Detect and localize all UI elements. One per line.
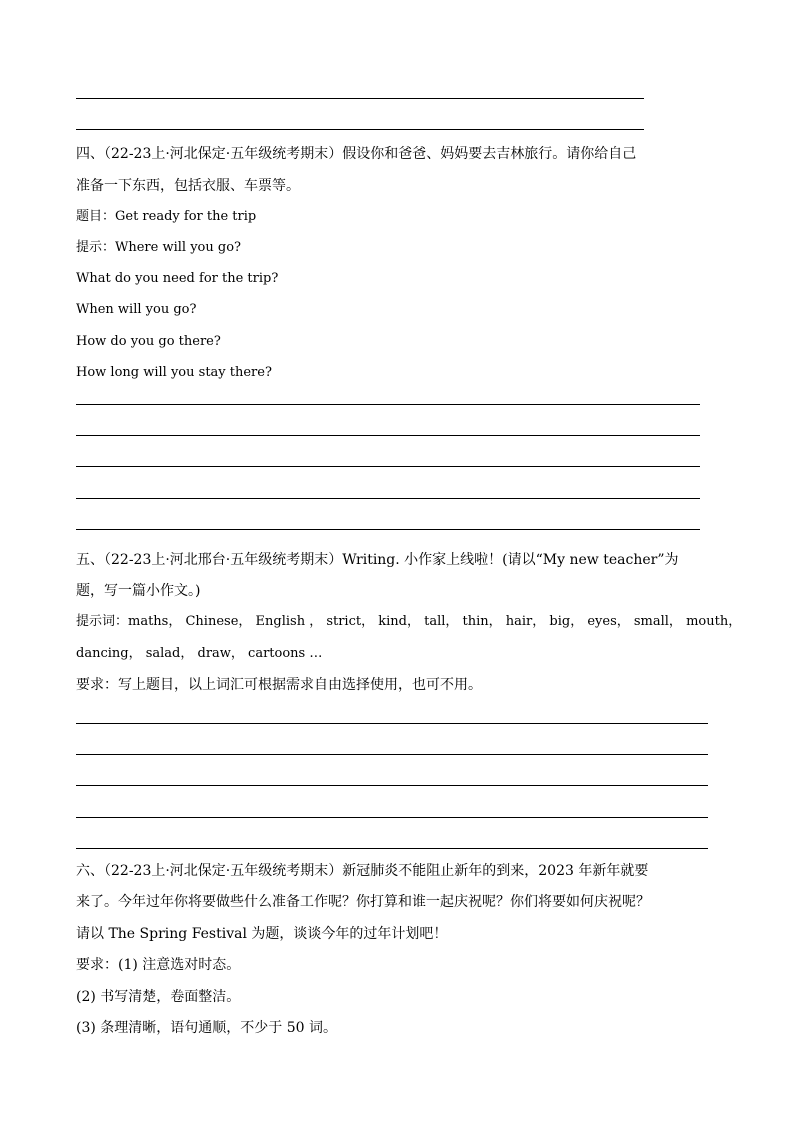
answer-line: [76, 817, 708, 818]
section4-hint-3: When will you go?: [76, 302, 197, 317]
section6-heading-line1: 六、（22-23上·河北保定·五年级统考期末）新冠肺炎不能阻止新年的到来，2023 年新年就要: [76, 863, 649, 879]
answer-line: [76, 848, 708, 849]
answer-line: [76, 754, 708, 755]
section4-heading-line2: 准备一下东西，包括衣服、车票等。: [76, 178, 300, 194]
section6-heading-line2: 来了。今年过年你将要做些什么准备工作呢？你打算和谁一起庆祝呢？你们将要如何庆祝呢？: [76, 894, 650, 910]
section5-keywords-line1: 提示词：maths， Chinese， English ， strict， kind， tall， thin， hair， big， eyes， small， mouth，: [76, 614, 742, 629]
section4-hint-5: How long will you stay there?: [76, 365, 272, 380]
answer-line: [76, 435, 700, 436]
section6-heading-line3: 请以 The Spring Festival 为题，谈谈今年的过年计划吧！: [76, 926, 448, 942]
answer-line: [76, 466, 700, 467]
answer-line: [76, 404, 700, 405]
section5-heading-line2: 题，写一篇小作文。): [76, 583, 201, 599]
answer-line: [76, 529, 700, 530]
answer-line: [76, 785, 708, 786]
section4-topic: 题目：Get ready for the trip: [76, 209, 257, 224]
section4-hint-4: How do you go there?: [76, 334, 221, 349]
answer-line: [76, 98, 644, 99]
section6-requirement-3: (3) 条理清晰，语句通顺，不少于 50 词。: [76, 1020, 337, 1036]
section5-keywords-line2: dancing， salad， draw， cartoons …: [76, 646, 323, 661]
section4-hint-1: 提示：Where will you go?: [76, 240, 241, 255]
answer-line: [76, 498, 700, 499]
section5-requirement: 要求：写上题目，以上词汇可根据需求自由选择使用，也可不用。: [76, 677, 482, 693]
section6-requirement-1: 要求：(1) 注意选对时态。: [76, 957, 241, 973]
section5-heading-line1: 五、（22-23上·河北邢台·五年级统考期末）Writing. 小作家上线啦！(请以“My new teacher”为: [76, 552, 679, 568]
section4-heading-line1: 四、（22-23上·河北保定·五年级统考期末）假设你和爸爸、妈妈要去吉林旅行。请你给自己: [76, 146, 637, 162]
answer-line: [76, 723, 708, 724]
section6-requirement-2: (2) 书写清楚，卷面整洁。: [76, 989, 241, 1005]
answer-line: [76, 129, 644, 130]
section4-hint-2: What do you need for the trip?: [76, 271, 279, 286]
